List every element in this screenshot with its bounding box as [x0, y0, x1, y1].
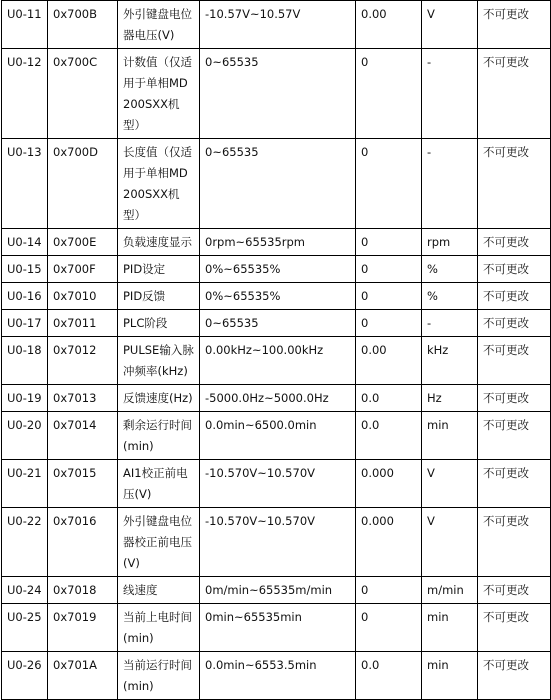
- param-code-cell: U0-20: [2, 412, 48, 460]
- setting-range-cell: 0.0min~6553.5min: [200, 652, 356, 700]
- unit-cell: min: [422, 652, 478, 700]
- param-code-cell: U0-25: [2, 604, 48, 652]
- table-row: [2, 139, 551, 229]
- param-code-cell: U0-24: [2, 577, 48, 604]
- change-attribute-cell: 不可更改: [478, 652, 551, 700]
- param-name-cell: 长度值（仅适用于单相MD200SXX机型）: [118, 139, 200, 229]
- change-attribute-cell: 不可更改: [478, 604, 551, 652]
- param-name-cell: PID反馈: [118, 283, 200, 310]
- param-name-cell: 外引键盘电位器电压(V): [118, 1, 200, 49]
- table-row: [2, 604, 551, 652]
- param-name-cell: 当前运行时间(min): [118, 652, 200, 700]
- param-code-cell: U0-12: [2, 49, 48, 139]
- param-code-cell: U0-22: [2, 508, 48, 577]
- setting-range-cell: 0.0min~6500.0min: [200, 412, 356, 460]
- default-value-cell: 0: [356, 49, 422, 139]
- change-attribute-cell: 不可更改: [478, 412, 551, 460]
- unit-cell: Hz: [422, 385, 478, 412]
- table-row: [2, 652, 551, 700]
- change-attribute-cell: 不可更改: [478, 256, 551, 283]
- comm-address-cell: 0x7018: [48, 577, 118, 604]
- default-value-cell: 0.000: [356, 460, 422, 508]
- unit-cell: min: [422, 604, 478, 652]
- default-value-cell: 0.00: [356, 337, 422, 385]
- unit-cell: V: [422, 1, 478, 49]
- comm-address-cell: 0x700F: [48, 256, 118, 283]
- table-row: [2, 508, 551, 577]
- param-name-cell: 线速度: [118, 577, 200, 604]
- default-value-cell: 0: [356, 604, 422, 652]
- change-attribute-cell: 不可更改: [478, 1, 551, 49]
- setting-range-cell: 0~65535: [200, 310, 356, 337]
- unit-cell: -: [422, 310, 478, 337]
- table-row: [2, 256, 551, 283]
- param-code-cell: U0-19: [2, 385, 48, 412]
- change-attribute-cell: 不可更改: [478, 508, 551, 577]
- default-value-cell: 0.0: [356, 652, 422, 700]
- default-value-cell: 0: [356, 229, 422, 256]
- change-attribute-cell: 不可更改: [478, 229, 551, 256]
- param-code-cell: U0-21: [2, 460, 48, 508]
- unit-cell: V: [422, 508, 478, 577]
- setting-range-cell: 0m/min~65535m/min: [200, 577, 356, 604]
- default-value-cell: 0.0: [356, 412, 422, 460]
- comm-address-cell: 0x7019: [48, 604, 118, 652]
- parameter-table: [1, 0, 551, 700]
- comm-address-cell: 0x700D: [48, 139, 118, 229]
- change-attribute-cell: 不可更改: [478, 337, 551, 385]
- unit-cell: %: [422, 283, 478, 310]
- unit-cell: min: [422, 412, 478, 460]
- setting-range-cell: 0rpm~65535rpm: [200, 229, 356, 256]
- param-name-cell: PID设定: [118, 256, 200, 283]
- table-row: [2, 229, 551, 256]
- param-name-cell: 当前上电时间(min): [118, 604, 200, 652]
- unit-cell: rpm: [422, 229, 478, 256]
- table-row: [2, 577, 551, 604]
- table-row: [2, 385, 551, 412]
- unit-cell: V: [422, 460, 478, 508]
- param-code-cell: U0-14: [2, 229, 48, 256]
- param-name-cell: PULSE输入脉冲频率(kHz): [118, 337, 200, 385]
- comm-address-cell: 0x700C: [48, 49, 118, 139]
- comm-address-cell: 0x700B: [48, 1, 118, 49]
- param-code-cell: U0-17: [2, 310, 48, 337]
- default-value-cell: 0: [356, 283, 422, 310]
- unit-cell: -: [422, 139, 478, 229]
- param-code-cell: U0-26: [2, 652, 48, 700]
- param-name-cell: 剩余运行时间(min): [118, 412, 200, 460]
- default-value-cell: 0: [356, 256, 422, 283]
- setting-range-cell: -10.57V~10.57V: [200, 1, 356, 49]
- unit-cell: kHz: [422, 337, 478, 385]
- param-code-cell: U0-13: [2, 139, 48, 229]
- comm-address-cell: 0x7010: [48, 283, 118, 310]
- change-attribute-cell: 不可更改: [478, 385, 551, 412]
- default-value-cell: 0.0: [356, 385, 422, 412]
- comm-address-cell: 0x700E: [48, 229, 118, 256]
- param-name-cell: PLC阶段: [118, 310, 200, 337]
- change-attribute-cell: 不可更改: [478, 310, 551, 337]
- unit-cell: %: [422, 256, 478, 283]
- param-code-cell: U0-16: [2, 283, 48, 310]
- param-name-cell: 计数值（仅适用于单相MD200SXX机型）: [118, 49, 200, 139]
- setting-range-cell: -10.570V~10.570V: [200, 460, 356, 508]
- default-value-cell: 0.000: [356, 508, 422, 577]
- setting-range-cell: 0~65535: [200, 139, 356, 229]
- table-row: [2, 49, 551, 139]
- unit-cell: m/min: [422, 577, 478, 604]
- param-name-cell: 反馈速度(Hz): [118, 385, 200, 412]
- setting-range-cell: 0.00kHz~100.00kHz: [200, 337, 356, 385]
- default-value-cell: 0.00: [356, 1, 422, 49]
- param-code-cell: U0-15: [2, 256, 48, 283]
- table-row: [2, 1, 551, 49]
- change-attribute-cell: 不可更改: [478, 460, 551, 508]
- parameter-table-body: [2, 1, 551, 700]
- comm-address-cell: 0x7013: [48, 385, 118, 412]
- table-row: [2, 310, 551, 337]
- default-value-cell: 0: [356, 310, 422, 337]
- table-row: [2, 460, 551, 508]
- setting-range-cell: -10.570V~10.570V: [200, 508, 356, 577]
- unit-cell: -: [422, 49, 478, 139]
- change-attribute-cell: 不可更改: [478, 283, 551, 310]
- setting-range-cell: 0%~65535%: [200, 283, 356, 310]
- default-value-cell: 0: [356, 139, 422, 229]
- comm-address-cell: 0x7015: [48, 460, 118, 508]
- table-row: [2, 283, 551, 310]
- setting-range-cell: 0%~65535%: [200, 256, 356, 283]
- setting-range-cell: 0~65535: [200, 49, 356, 139]
- comm-address-cell: 0x7011: [48, 310, 118, 337]
- param-code-cell: U0-11: [2, 1, 48, 49]
- default-value-cell: 0: [356, 577, 422, 604]
- param-name-cell: 负载速度显示: [118, 229, 200, 256]
- param-code-cell: U0-18: [2, 337, 48, 385]
- param-name-cell: 外引键盘电位器校正前电压(V): [118, 508, 200, 577]
- comm-address-cell: 0x701A: [48, 652, 118, 700]
- comm-address-cell: 0x7012: [48, 337, 118, 385]
- change-attribute-cell: 不可更改: [478, 577, 551, 604]
- change-attribute-cell: 不可更改: [478, 139, 551, 229]
- comm-address-cell: 0x7016: [48, 508, 118, 577]
- change-attribute-cell: 不可更改: [478, 49, 551, 139]
- param-name-cell: AI1校正前电压(V): [118, 460, 200, 508]
- table-row: [2, 337, 551, 385]
- setting-range-cell: 0min~65535min: [200, 604, 356, 652]
- setting-range-cell: -5000.0Hz~5000.0Hz: [200, 385, 356, 412]
- comm-address-cell: 0x7014: [48, 412, 118, 460]
- table-row: [2, 412, 551, 460]
